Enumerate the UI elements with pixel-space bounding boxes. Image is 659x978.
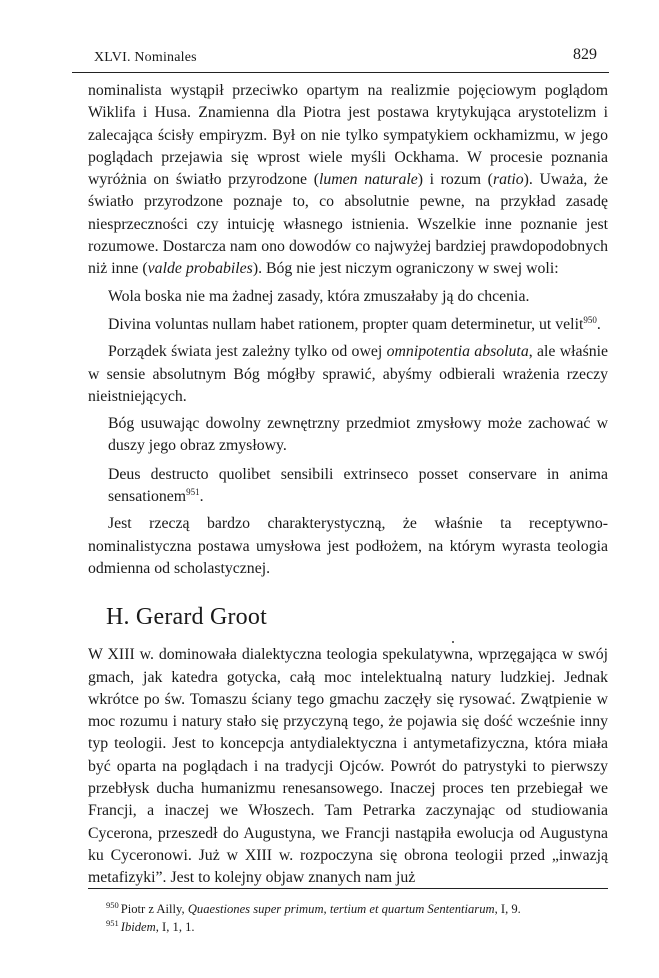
paragraph-4: W XIII w. dominowała dialektyczna teologia spekulatywna, wprzęgająca w swój gmach, jak katedra gotycka, całą moc intelektualną natury ludzkiej. Jednak wkrótce po św. Tomaszu ściany tego gmachu zaczęły się rysować. Zwątpienie w moc rozumu i natury stało się przyczyną tego, że pojawia się dość wcześnie inny typ teologii. Jest to koncepcja antydialektyczna i antymetafizyczna, która miała być oparta na poglądach i na tradycji Ojców. Powrót do patrystyki to pierwszy przebłysk ducha humanizmu renesansowego. Inaczej proces ten przebiegał we Francji, a inaczej we Włoszech. Tam Petrarka zaczynając od studiowania Cycerona, przeszedł do Augustyna, we Francji nastąpiła ewolucja od Augustyna ku Cyceronowi. Już w XIII w. rozpoczyna się obrona teologii przed „inwazją metafizyki”. Jest to kolejny objaw znanych nam już (88, 646, 608, 887)
section-title: H. Gerard Groot (106, 604, 267, 631)
footnote-950: $^{950}$ Piotr z Ailly, Quaestiones super primum, tertium et quartum Sententiarum, I, 9. (106, 900, 521, 916)
footnote-ref-950: 950 (583, 314, 597, 325)
footnote-951: $^{951}$ Ibidem, I, 1, 1. (106, 918, 195, 934)
paragraph-2: Porządek świata jest zależny tylko od owej omnipotentia absoluta, ale właśnie w sensie absolutnym Bóg mógłby sprawić, abyśmy odbierali wrażenia rzeczy nieistniejących. (88, 343, 609, 405)
quote-2: Divina voluntas nullam habet rationem, propter quam determinetur, ut velit$^{950}$. (108, 314, 601, 333)
footnote-ref-951: 951 (186, 487, 200, 498)
footnote-divider (88, 888, 608, 889)
quote-3: Bóg usuwając dowolny zewnętrzny przedmiot zmysłowy może zachować w duszy jego obraz zmysłowy. (108, 415, 608, 455)
page-header (72, 46, 609, 73)
paragraph-1: nominalista wystąpił przeciwko opartym na realizmie pojęciowym poglądom Wiklifa i Husa. Znamienna dla Piotra jest postawa krytykująca arystotelizm i zalecająca ścisły empiryzm. Był on nie tylko sympatykiem ockhamizmu, w jego poglądach przejawia się wprost wiele myśli Ockhama. W procesie poznania wyróżnia on światło przyrodzone (lumen naturale) i rozum (ratio). Uważa, że światło przyrodzone poznaje to, co absolutnie pewne, na przykład zasadę niesprzeczności czy intuicję własnego istnienia. Wszelkie inne poznanie jest rozumowe. Dostarcza nam ono dowodów co najwyżej bardziej prawdopodobnych niż inne (valde probabiles). Bóg nie jest niczym ograniczony w swej woli: (88, 82, 608, 278)
paragraph-3: Jest rzeczą bardzo charakterystyczną, że właśnie ta receptywno-nominalistyczna postawa umysłowa jest podłożem, na którym wyrasta teologia odmienna od scholastycznej. (88, 515, 608, 577)
print-speck (452, 641, 454, 643)
running-head: XLVI. Nominales (94, 50, 197, 65)
page-body (88, 80, 608, 890)
quote-1: Wola boska nie ma żadnej zasady, która zmuszałaby ją do chcenia. (108, 287, 530, 305)
quote-4: Deus destructo quolibet sensibili extrinseco posset conservare in anima sensationem$^{951}$. (108, 465, 608, 506)
footnotes (88, 900, 608, 936)
page-number: 829 (573, 46, 597, 63)
